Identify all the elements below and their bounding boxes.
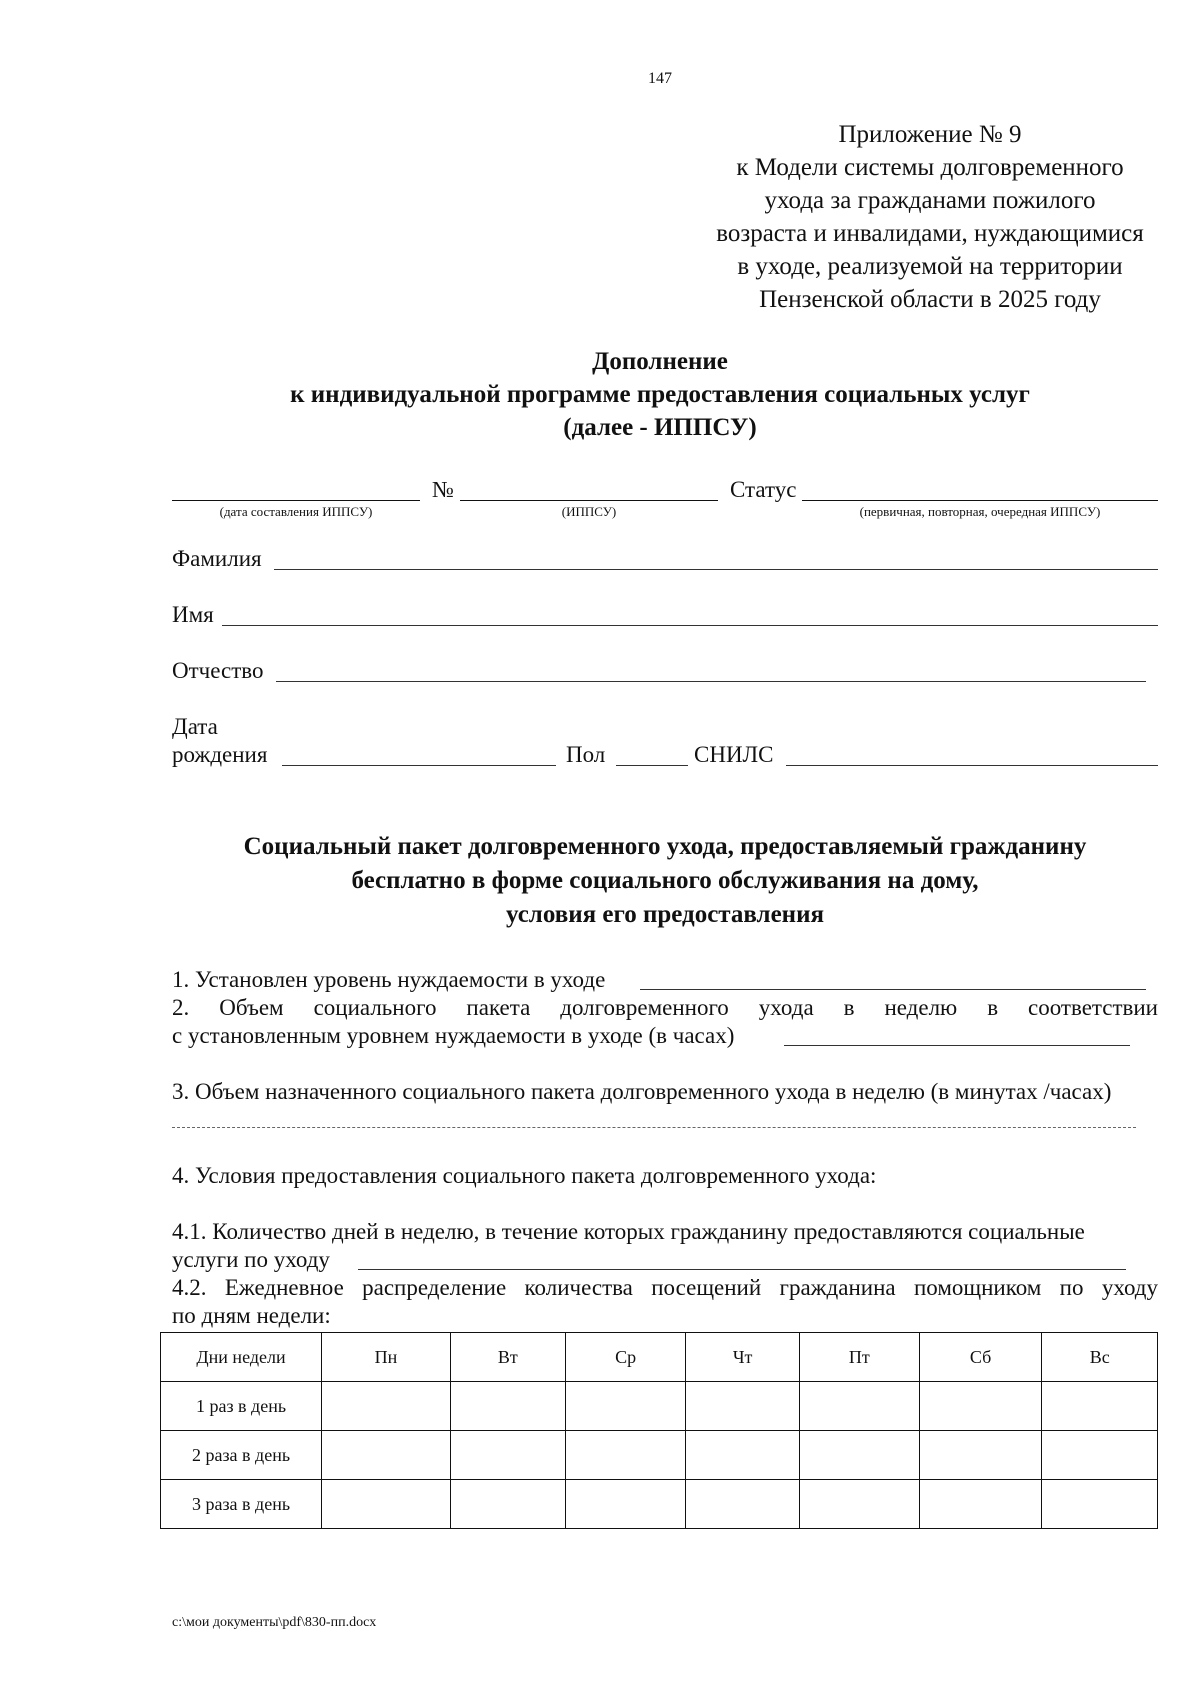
section-line: Социальный пакет долговременного ухода, предоставляемый гражданину xyxy=(243,833,1087,860)
table-cell[interactable] xyxy=(686,1382,799,1431)
table-cell[interactable] xyxy=(322,1480,451,1529)
table-cell[interactable] xyxy=(450,1382,565,1431)
table-cell[interactable] xyxy=(686,1431,799,1480)
table-cell[interactable] xyxy=(450,1480,565,1529)
birth-label-line2: рождения xyxy=(172,742,268,767)
need-level-field-line[interactable] xyxy=(640,989,1146,990)
item-2-line2-text: с установленным уровнем нуждаемости в уходе (в часах) xyxy=(172,1023,735,1048)
name-label: Имя xyxy=(172,602,214,627)
table-cell[interactable] xyxy=(565,1382,686,1431)
table-cell[interactable] xyxy=(565,1431,686,1480)
number-label: № xyxy=(432,477,454,502)
document-title xyxy=(160,345,1160,444)
header-cell: Чт xyxy=(686,1333,799,1382)
birth-label-line1: Дата xyxy=(172,714,218,739)
header-cell: Ср xyxy=(565,1333,686,1382)
section-line: бесплатно в форме социального обслуживания на дому, xyxy=(351,867,979,894)
appendix-line: к Модели системы долговременного xyxy=(736,154,1124,181)
appendix-line: возраста и инвалидами, нуждающимися xyxy=(716,220,1144,247)
appendix-line: в уходе, реализуемой на территории xyxy=(737,253,1123,280)
surname-label: Фамилия xyxy=(172,546,262,571)
table-cell[interactable] xyxy=(919,1431,1042,1480)
row-label: 2 раза в день xyxy=(161,1431,322,1480)
table-cell[interactable] xyxy=(799,1480,919,1529)
sex-label: Пол xyxy=(566,742,606,767)
patronymic-label: Отчество xyxy=(172,658,264,683)
item-4-2-line2: по дням недели: xyxy=(172,1303,331,1328)
table-cell[interactable] xyxy=(450,1431,565,1480)
table-row xyxy=(161,1382,1158,1431)
appendix-line: Пензенской области в 2025 году xyxy=(759,286,1101,313)
row-label: 3 раза в день xyxy=(161,1480,322,1529)
table-cell[interactable] xyxy=(799,1431,919,1480)
table-cell[interactable] xyxy=(322,1431,451,1480)
header-cell: Вт xyxy=(450,1333,565,1382)
item-2-line1: 2. Объем социального пакета долговременного ухода в неделю в соответствии xyxy=(172,995,1158,1020)
ippsu-hint: (ИППСУ) xyxy=(561,504,617,519)
table-cell[interactable] xyxy=(1042,1480,1158,1529)
table-cell[interactable] xyxy=(686,1480,799,1529)
status-label: Статус xyxy=(730,477,797,502)
appendix-header xyxy=(640,118,1200,316)
table-cell[interactable] xyxy=(1042,1431,1158,1480)
weekly-hours-field-line[interactable] xyxy=(784,1045,1130,1046)
status-field-line[interactable] xyxy=(802,500,1158,501)
status-hint: (первичная, повторная, очередная ИППСУ) xyxy=(859,504,1101,519)
sex-field-line[interactable] xyxy=(616,765,688,766)
table-cell[interactable] xyxy=(565,1480,686,1529)
ippsu-number-field-line[interactable] xyxy=(460,500,718,501)
assigned-volume-field-line[interactable] xyxy=(172,1127,1136,1128)
header-cell: Пн xyxy=(322,1333,451,1382)
appendix-line: Приложение № 9 xyxy=(838,121,1022,148)
table-cell[interactable] xyxy=(322,1382,451,1431)
date-hint: (дата составления ИППСУ) xyxy=(219,504,373,519)
title-line: (далее - ИППСУ) xyxy=(563,414,757,441)
birth-date-field-line[interactable] xyxy=(282,765,556,766)
table-cell[interactable] xyxy=(919,1480,1042,1529)
footer-file-path: c:\мои документы\pdf\830-пп.docx xyxy=(172,1615,377,1630)
title-line: Дополнение xyxy=(592,348,728,375)
table-cell[interactable] xyxy=(1042,1382,1158,1431)
section-line: условия его предоставления xyxy=(505,901,825,928)
days-per-week-field-line[interactable] xyxy=(358,1269,1126,1270)
item-4: 4. Условия предоставления социального пакета долговременного ухода: xyxy=(172,1163,877,1188)
table-row xyxy=(161,1480,1158,1529)
table-row xyxy=(161,1431,1158,1480)
name-field-line[interactable] xyxy=(222,625,1158,626)
item-3: 3. Объем назначенного социального пакета долговременного ухода в неделю (в минутах /часах) xyxy=(172,1079,1112,1104)
title-line: к индивидуальной программе предоставления социальных услуг xyxy=(290,381,1030,408)
table-cell[interactable] xyxy=(799,1382,919,1431)
item-4-1-line2-text: услуги по уходу xyxy=(172,1247,330,1272)
date-field-line[interactable] xyxy=(172,500,420,501)
item-1-text: 1. Установлен уровень нуждаемости в уходе xyxy=(172,967,606,992)
item-4-1-line1: 4.1. Количество дней в неделю, в течение которых гражданину предоставляются социальные xyxy=(172,1219,1085,1244)
header-cell: Пт xyxy=(799,1333,919,1382)
snils-field-line[interactable] xyxy=(786,765,1158,766)
section-heading xyxy=(160,830,1170,932)
appendix-line: ухода за гражданами пожилого xyxy=(764,187,1096,214)
header-cell: Вс xyxy=(1042,1333,1158,1382)
snils-label: СНИЛС xyxy=(694,742,774,767)
table-cell[interactable] xyxy=(919,1382,1042,1431)
header-cell: Дни недели xyxy=(161,1333,322,1382)
header-cell: Сб xyxy=(919,1333,1042,1382)
page-number: 147 xyxy=(648,70,672,87)
row-label: 1 раз в день xyxy=(161,1382,322,1431)
visits-schedule-table xyxy=(160,1332,1158,1529)
surname-field-line[interactable] xyxy=(274,569,1158,570)
patronymic-field-line[interactable] xyxy=(276,681,1146,682)
table-header-row xyxy=(161,1333,1158,1382)
item-4-2-line1: 4.2. Ежедневное распределение количества посещений гражданина помощником по уходу xyxy=(172,1275,1158,1300)
